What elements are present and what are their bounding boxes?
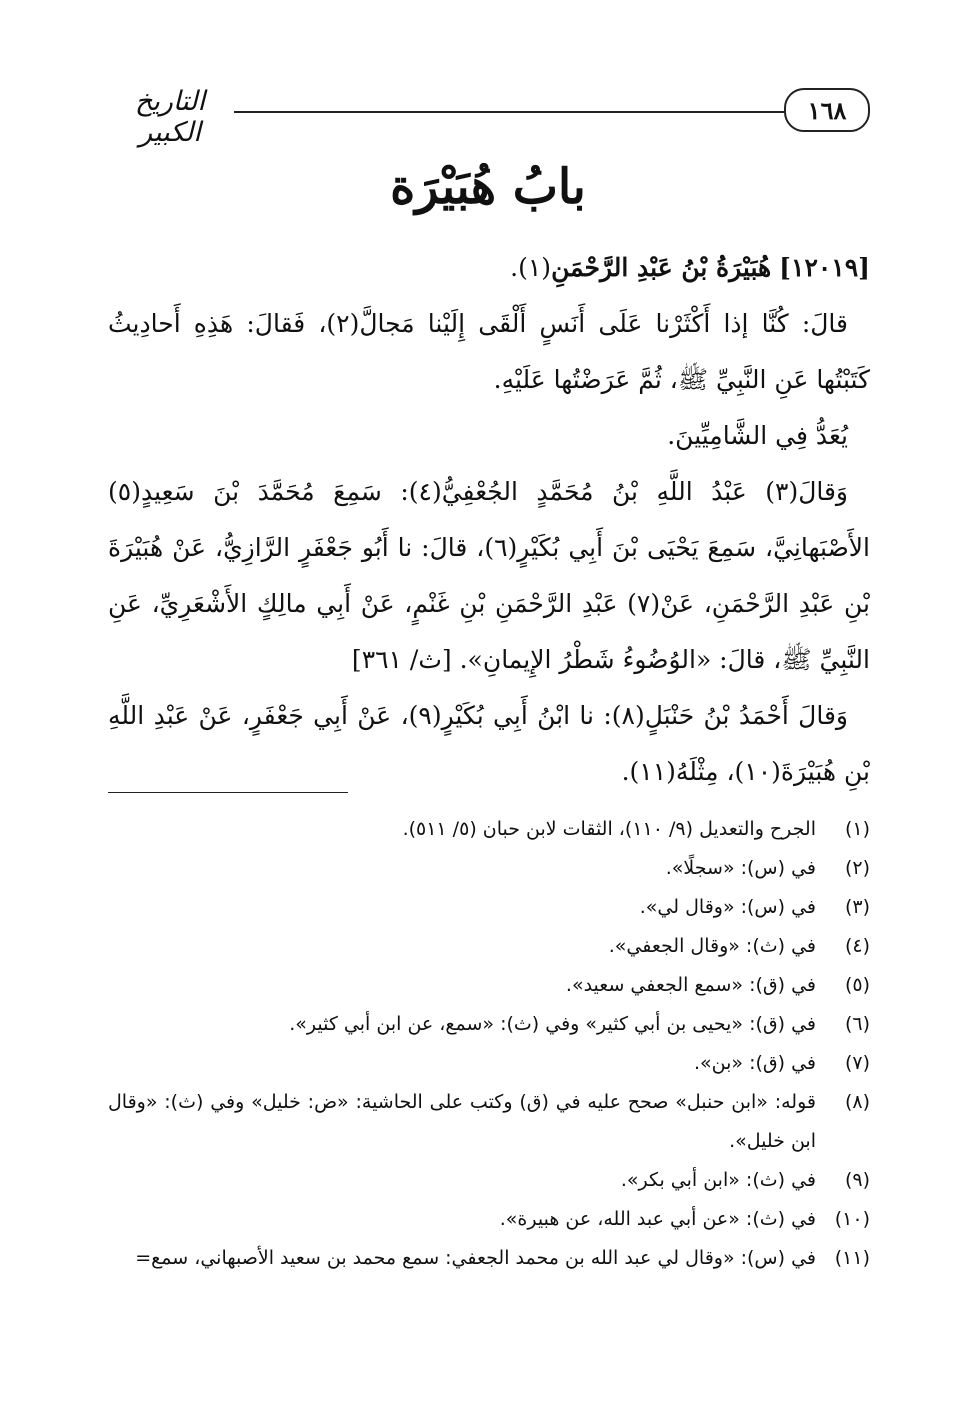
entry-number: [١٢٠١٩] — [779, 253, 870, 282]
page-header — [108, 84, 870, 148]
footnote — [108, 927, 870, 966]
page-number: ١٦٨ — [784, 88, 870, 132]
footnote-text: في (ق): «بن». — [693, 1052, 816, 1074]
paragraph: وَقالَ(٣) عَبْدُ اللَّهِ بْنُ مُحَمَّدٍ الجُعْفِيُّ(٤): سَمِعَ مُحَمَّدَ بْنَ سَعِيدٍ(٥) الأَصْبَهانِيَّ، سَمِعَ يَحْيَى بْنَ أَبِي بُكَيْرٍ(٦)، قالَ: نا أَبُو جَعْفَرٍ الرَّازِيُّ، عَنْ هُبَيْرَةَ بْنِ عَبْدِ الرَّحْمَنِ، عَنْ(٧) عَبْدِ الرَّحْمَنِ بْنِ غَنْمٍ، عَنْ أَبِي مالِكٍ الأَشْعَرِيِّ، عَنِ النَّبِيِّ ﷺ، قالَ: «الوُضُوءُ شَطْرُ الإِيمانِ». [ث/ ٣٦١] — [108, 477, 870, 674]
footnote-number: (٧) — [844, 1052, 870, 1074]
footnote — [108, 888, 870, 927]
footnote-text: قوله: «ابن حنبل» صحح عليه في (ق) وكتب على الحاشية: «ض: خليل» وفي (ث): «وقال ابن خليل». — [108, 1091, 816, 1152]
footnote — [108, 1083, 870, 1161]
footnote — [108, 1005, 870, 1044]
paragraph: يُعَدُّ فِي الشَّامِيِّينَ. — [667, 421, 848, 450]
footnote-text: في (ق): «سمع الجعفي سعيد». — [565, 974, 816, 996]
header-rule — [234, 111, 784, 113]
footnotes — [108, 810, 870, 1278]
footnote-number: (١٠) — [834, 1208, 870, 1230]
footnote-number: (٩) — [844, 1169, 870, 1191]
paragraph: وَقالَ أَحْمَدُ بْنُ حَنْبَلٍ(٨): نا ابْنُ أَبِي بُكَيْرٍ(٩)، عَنْ أَبِي جَعْفَرٍ، عَنْ عَبْدِ اللَّهِ بْنِ هُبَيْرَةَ(١٠)، مِثْلَهُ(١١). — [108, 701, 870, 786]
chapter-title: بابُ هُبَيْرَة — [390, 159, 586, 215]
main-text — [108, 240, 870, 800]
footnote-text: في (ث): «وقال الجعفي». — [608, 935, 816, 957]
footnote-number: (٢) — [844, 857, 870, 879]
footnote-text: الجرح والتعديل (٩/ ١١٠)، الثقات لابن حبان (٥/ ٥١١). — [402, 818, 816, 840]
footnote-number: (١) — [844, 818, 870, 840]
footnote-text: في (س): «سجلًا». — [665, 857, 816, 879]
footnote-text: في (س): «وقال لي». — [639, 896, 816, 918]
footnote-text: في (ث): «ابن أبي بكر». — [620, 1169, 816, 1191]
footnote-separator — [108, 792, 348, 793]
footnote-number: (٦) — [844, 1013, 870, 1035]
entry-name: هُبَيْرَةُ بْنُ عَبْدِ الرَّحْمَنِ — [551, 253, 772, 282]
footnote-number: (١١) — [834, 1247, 870, 1269]
entry-heading — [108, 240, 870, 296]
footnote — [108, 1200, 870, 1239]
footnote-number: (٥) — [844, 974, 870, 996]
footnote-number: (٤) — [844, 935, 870, 957]
footnote — [108, 1161, 870, 1200]
footnote-text: في (ق): «يحيى بن أبي كثير» وفي (ث): «سمع، عن ابن أبي كثير». — [289, 1013, 816, 1035]
running-title: التاريخ الكبير — [134, 86, 206, 148]
footnote-text: في (س): «وقال لي عبد الله بن محمد الجعفي: سمع محمد بن سعيد الأصبهاني، سمع= — [135, 1247, 816, 1269]
footnote — [108, 1239, 870, 1278]
paragraph: قالَ: كُنَّا إذا أَكْثَرْنا عَلَى أَنَسٍ أَلْقَى إِلَيْنا مَجالَّ(٢)، فَقالَ: هَذِهِ أَحادِيثُ كَتَبْتُها عَنِ النَّبِيِّ ﷺ، ثُمَّ عَرَضْتُها عَلَيْهِ. — [108, 309, 870, 394]
footnote — [108, 966, 870, 1005]
entry-name-note: (١). — [510, 253, 552, 282]
footnote-text: في (ث): «عن أبي عبد الله، عن هبيرة». — [499, 1208, 816, 1230]
footnote — [108, 810, 870, 849]
footnote — [108, 849, 870, 888]
footnote-number: (٨) — [844, 1091, 870, 1113]
footnote-number: (٣) — [844, 896, 870, 918]
footnote — [108, 1044, 870, 1083]
